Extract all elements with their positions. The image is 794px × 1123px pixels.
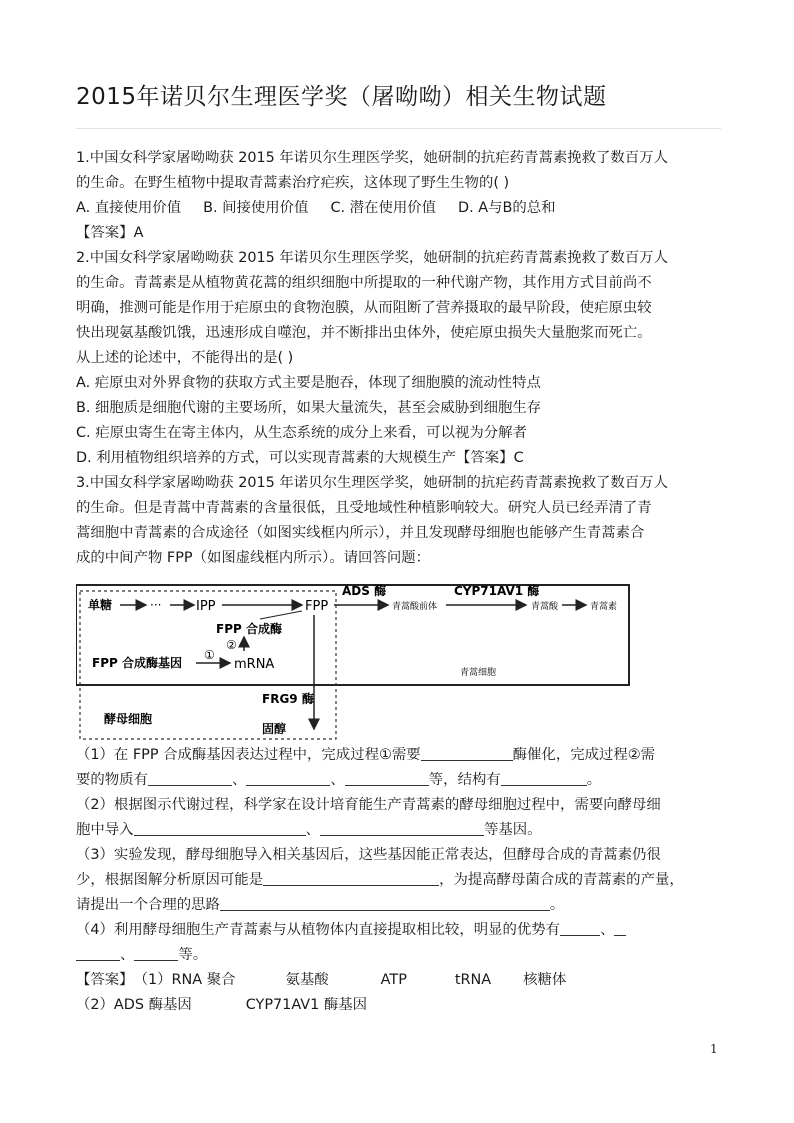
q3-sub4-sep: 、 bbox=[120, 947, 135, 963]
q3-stem-line: 蒿细胞中青蒿素的合成途径（如图实线框内所示），并且发现酵母细胞也能够产生青蒿素合 bbox=[76, 525, 645, 541]
q3-answer-item: ATP bbox=[380, 972, 407, 988]
q3-sub2-line: （2）根据图示代谢过程，科学家在设计培育能生产青蒿素的酵母细胞过程中，需要向酵母细 bbox=[76, 797, 661, 813]
q3-sub3-text: ，为提高酵母菌合成的青蒿素的产量， bbox=[439, 872, 684, 888]
q3-sub4-text: （4）利用酵母细胞生产青蒿素与从植物体内直接提取相比较，明显的优势有 bbox=[76, 922, 561, 938]
q3-stem-line: 的生命。但是青蒿中青蒿素的含量很低，且受地域性种植影响较大。研究人员已经弄清了青 bbox=[76, 500, 652, 516]
label-sugar: 单糖 bbox=[88, 598, 113, 612]
q3-sub1-end: 。 bbox=[586, 772, 602, 788]
q3-sub1-text: 要的物质有 bbox=[76, 772, 148, 788]
document-body bbox=[76, 146, 722, 1018]
q3-sub1-blank[interactable] bbox=[246, 769, 330, 786]
page-title: 2015年诺贝尔生理医学奖（屠呦呦）相关生物试题 bbox=[76, 84, 607, 110]
q1-option-c: C. 潜在使用价值 bbox=[330, 200, 437, 216]
q2-stem-line: 2.中国女科学家屠呦呦获 2015 年诺贝尔生理医学奖，她研制的抗疟药青蒿素挽救了数百万人 bbox=[76, 250, 668, 266]
pathway-figure bbox=[76, 573, 632, 741]
label-fpp-synthase: FPP 合成酶 bbox=[216, 622, 282, 636]
q2-option-a: A. 疟原虫对外界食物的获取方式主要是胞吞，体现了细胞膜的流动性特点 bbox=[76, 375, 541, 391]
q1-stem-line: 的生命。在野生植物中提取青蒿素治疗疟疾，这体现了野生生物的( ) bbox=[76, 175, 510, 191]
q3-answer-item: tRNA bbox=[454, 972, 492, 988]
q3-sub3-end: 。 bbox=[549, 897, 565, 913]
q3-sub4-blank[interactable] bbox=[76, 944, 120, 961]
label-ads: ADS 酶 bbox=[342, 584, 387, 598]
q3-sub1-text: 酶催化，完成过程②需 bbox=[512, 747, 656, 763]
q2-option-c: C. 疟原虫寄生在寄主体内，从生态系统的成分上来看，可以视为分解者 bbox=[76, 425, 527, 441]
label-acid: 青蒿酸 bbox=[531, 602, 559, 612]
q3-sub4-line bbox=[76, 943, 722, 968]
q1-option-b: B. 间接使用价值 bbox=[203, 200, 309, 216]
label-precursor: 青蒿酸前体 bbox=[392, 602, 438, 612]
q3-answer-item: （1）RNA 聚合 bbox=[133, 972, 236, 988]
q3-sub3-line bbox=[76, 893, 722, 918]
q2-answer: 【答案】C bbox=[456, 450, 524, 466]
q3-sub2-blank[interactable] bbox=[320, 819, 484, 836]
q1-options bbox=[76, 196, 722, 221]
q3-sub2-text: 等基因。 bbox=[483, 822, 542, 838]
q2-stem-line: 明确，推测可能是作用于疟原虫的食物泡膜，从而阻断了营养摄取的最早阶段，使疟原虫较 bbox=[76, 300, 652, 316]
link-synthase-reaction bbox=[260, 611, 302, 619]
pathway-diagram bbox=[76, 573, 632, 741]
label-plant-cell: 青蒿细胞 bbox=[460, 668, 497, 678]
q3-sub3-text: 请提出一个合理的思路 bbox=[76, 897, 220, 913]
label-artemisinin: 青蒿素 bbox=[590, 602, 618, 612]
q3-answer-item: CYP71AV1 酶基因 bbox=[245, 997, 367, 1013]
q3-sub4-sep: 、 bbox=[600, 922, 615, 938]
q2-option-b: B. 细胞质是细胞代谢的主要场所，如果大量流失，甚至会威胁到细胞生存 bbox=[76, 400, 542, 416]
label-cyp: CYP71AV1 酶 bbox=[454, 584, 540, 598]
q3-sub1-blank[interactable] bbox=[501, 769, 587, 786]
q3-sub2-blank[interactable] bbox=[134, 819, 306, 836]
q3-sub3-line bbox=[76, 868, 722, 893]
q3-stem-line: 成的中间产物 FPP（如图虚线框内所示）。请回答问题： bbox=[76, 550, 430, 566]
q3-sub1-blank[interactable] bbox=[148, 769, 232, 786]
q3-sub2-sep: 、 bbox=[305, 822, 320, 838]
q3-sub1-blank[interactable] bbox=[345, 769, 429, 786]
q2-stem-line: 从上述的论述中，不能得出的是( ) bbox=[76, 350, 294, 366]
label-dots: ··· bbox=[150, 598, 162, 612]
q3-sub1-text: （1）在 FPP 合成酶基因表达过程中，完成过程①需要 bbox=[76, 747, 421, 763]
q3-answer-line bbox=[76, 993, 722, 1018]
q3-sub1-sep: 、 bbox=[330, 772, 345, 788]
q1-stem-line: 1.中国女科学家屠呦呦获 2015 年诺贝尔生理医学奖，她研制的抗疟药青蒿素挽救了数百万人 bbox=[76, 150, 668, 166]
q3-sub1-sep: 、 bbox=[231, 772, 247, 788]
title-divider bbox=[76, 128, 721, 129]
q3-sub1-line bbox=[76, 743, 722, 768]
q3-sub4-blank[interactable] bbox=[134, 944, 178, 961]
label-yeast-cell: 酵母细胞 bbox=[104, 712, 153, 726]
label-step1: ① bbox=[204, 648, 215, 662]
label-ipp: IPP bbox=[196, 599, 216, 614]
label-fpp-gene: FPP 合成酶基因 bbox=[92, 656, 182, 670]
page-number: 1 bbox=[710, 1042, 718, 1056]
q2-option-d: D. 利用植物组织培养的方式，可以实现青蒿素的大规模生产 bbox=[76, 450, 456, 466]
q3-answer-label: 【答案】 bbox=[76, 972, 134, 988]
label-frg9: FRG9 酶 bbox=[262, 692, 314, 706]
q1-option-a: A. 直接使用价值 bbox=[76, 200, 182, 216]
q2-option-d-line bbox=[76, 446, 722, 471]
q3-sub1-text: 等，结构有 bbox=[428, 772, 501, 788]
label-mrna: mRNA bbox=[234, 657, 275, 672]
q3-sub4-line bbox=[76, 918, 722, 943]
q2-stem-line: 快出现氨基酸饥饿，迅速形成自噬泡，并不断排出虫体外，使疟原虫损失大量胞浆而死亡。 bbox=[76, 325, 652, 341]
q3-answer-item: 核糖体 bbox=[523, 972, 567, 988]
q1-answer: 【答案】A bbox=[76, 225, 144, 241]
q3-answer-line bbox=[76, 968, 722, 993]
label-step2: ② bbox=[226, 638, 237, 652]
q3-sub3-blank[interactable] bbox=[220, 894, 550, 911]
q3-sub2-line bbox=[76, 818, 722, 843]
label-fpp: FPP bbox=[305, 599, 329, 614]
q3-answer-item: （2）ADS 酶基因 bbox=[76, 997, 192, 1013]
q3-sub3-line: （3）实验发现，酵母细胞导入相关基因后，这些基因能正常表达，但酵母合成的青蒿素仍很 bbox=[76, 847, 661, 863]
q3-sub3-blank[interactable] bbox=[263, 869, 439, 886]
q3-stem-line: 3.中国女科学家屠呦呦获 2015 年诺贝尔生理医学奖，她研制的抗疟药青蒿素挽救了数百万人 bbox=[76, 475, 668, 491]
q3-sub1-blank[interactable] bbox=[421, 744, 513, 761]
q3-sub2-text: 胞中导入 bbox=[76, 822, 134, 838]
q3-sub3-text: 少，根据图解分析原因可能是 bbox=[76, 872, 264, 888]
q3-answer-item: 氨基酸 bbox=[285, 972, 329, 988]
q3-sub4-end: 等。 bbox=[178, 947, 208, 963]
q3-sub4-blank[interactable] bbox=[560, 919, 600, 936]
q1-option-d: D. A与B的总和 bbox=[458, 200, 556, 216]
q3-sub1-line bbox=[76, 768, 722, 793]
label-sterol: 固醇 bbox=[262, 722, 287, 736]
q3-sub4-blank[interactable] bbox=[614, 919, 626, 936]
q2-stem-line: 的生命。青蒿素是从植物黄花蒿的组织细胞中所提取的一种代谢产物，其作用方式目前尚不 bbox=[76, 275, 652, 291]
